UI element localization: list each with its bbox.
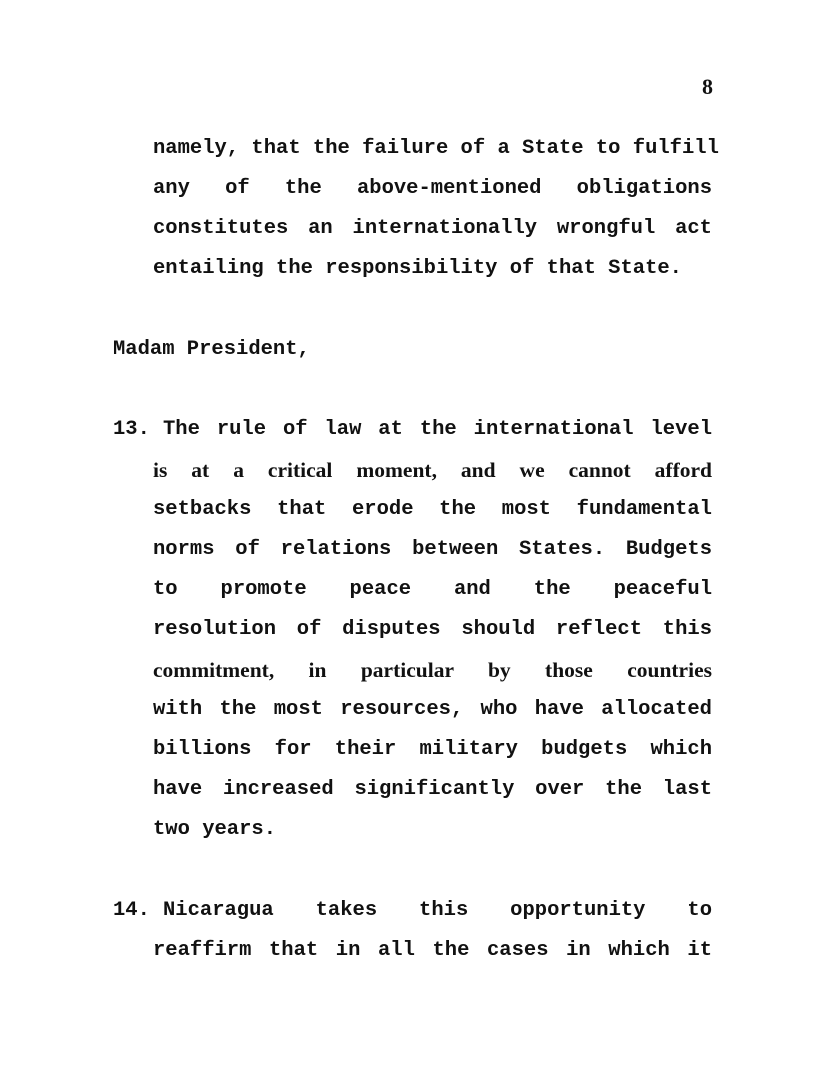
- page-number: 8: [702, 74, 713, 99]
- text-line: The rule of law at the international level: [163, 418, 712, 441]
- text-line: have increased significantly over the last: [153, 778, 712, 801]
- salutation: Madam President,: [113, 338, 310, 361]
- text-line: namely, that the failure of a State to fulfill: [153, 137, 719, 160]
- text-line: billions for their military budgets which: [153, 738, 712, 761]
- text-line: to promote peace and the peaceful: [153, 578, 712, 601]
- text-line: is at a critical moment, and we cannot afford: [153, 458, 712, 482]
- text-line: constitutes an internationally wrongful act: [153, 217, 712, 240]
- text-line: with the most resources, who have allocated: [153, 698, 712, 721]
- text-line: commitment, in particular by those countries: [153, 658, 712, 682]
- text-line: norms of relations between States. Budgets: [153, 538, 712, 561]
- text-line: two years.: [153, 818, 277, 841]
- text-line: entailing the responsibility of that State.: [153, 257, 682, 280]
- text-line: any of the above-mentioned obligations: [153, 177, 712, 200]
- text-line: setbacks that erode the most fundamental: [153, 498, 712, 521]
- text-line: reaffirm that in all the cases in which it: [153, 939, 712, 962]
- paragraph-number: 13.: [113, 418, 150, 441]
- paragraph-number: 14.: [113, 899, 150, 922]
- text-line: Nicaragua takes this opportunity to: [163, 899, 712, 922]
- text-line: resolution of disputes should reflect this: [153, 618, 712, 641]
